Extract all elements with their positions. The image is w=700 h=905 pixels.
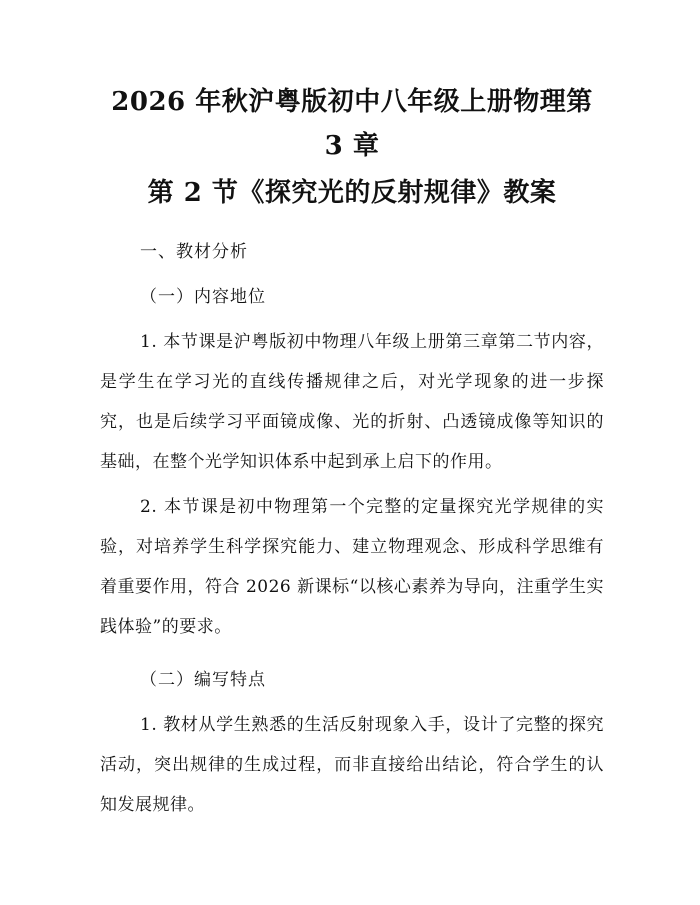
paragraph-content-position-2: 2. 本节课是初中物理第一个完整的定量探究光学规律的实验，对培养学生科学探究能力、建立物理观念、形成科学思维有着重要作用，符合 2026 新课标“以核心素养为导向，注重学生实践体验”的要求。	[100, 497, 604, 637]
subsection-heading-writing-features: （二）编写特点	[140, 670, 266, 690]
document-title-line-2: 第 2 节《探究光的反射规律》教案	[147, 178, 557, 208]
paragraph-content-position-1: 1. 本节课是沪粤版初中物理八年级上册第三章第二节内容，是学生在学习光的直线传播规律之后，对光学现象的进一步探究，也是后续学习平面镜成像、光的折射、凸透镜成像等知识的基础，在整个光学知识体系中起到承上启下的作用。	[100, 332, 604, 472]
paragraph-writing-features-1: 1. 教材从学生熟悉的生活反射现象入手，设计了完整的探究活动，突出规律的生成过程，而非直接给出结论，符合学生的认知发展规律。	[100, 715, 604, 815]
section-heading-textbook-analysis: 一、教材分析	[140, 242, 248, 262]
document-title-line-1: 2026 年秋沪粤版初中八年级上册物理第 3 章	[111, 87, 593, 161]
subsection-heading-content-position: （一）内容地位	[140, 287, 266, 307]
